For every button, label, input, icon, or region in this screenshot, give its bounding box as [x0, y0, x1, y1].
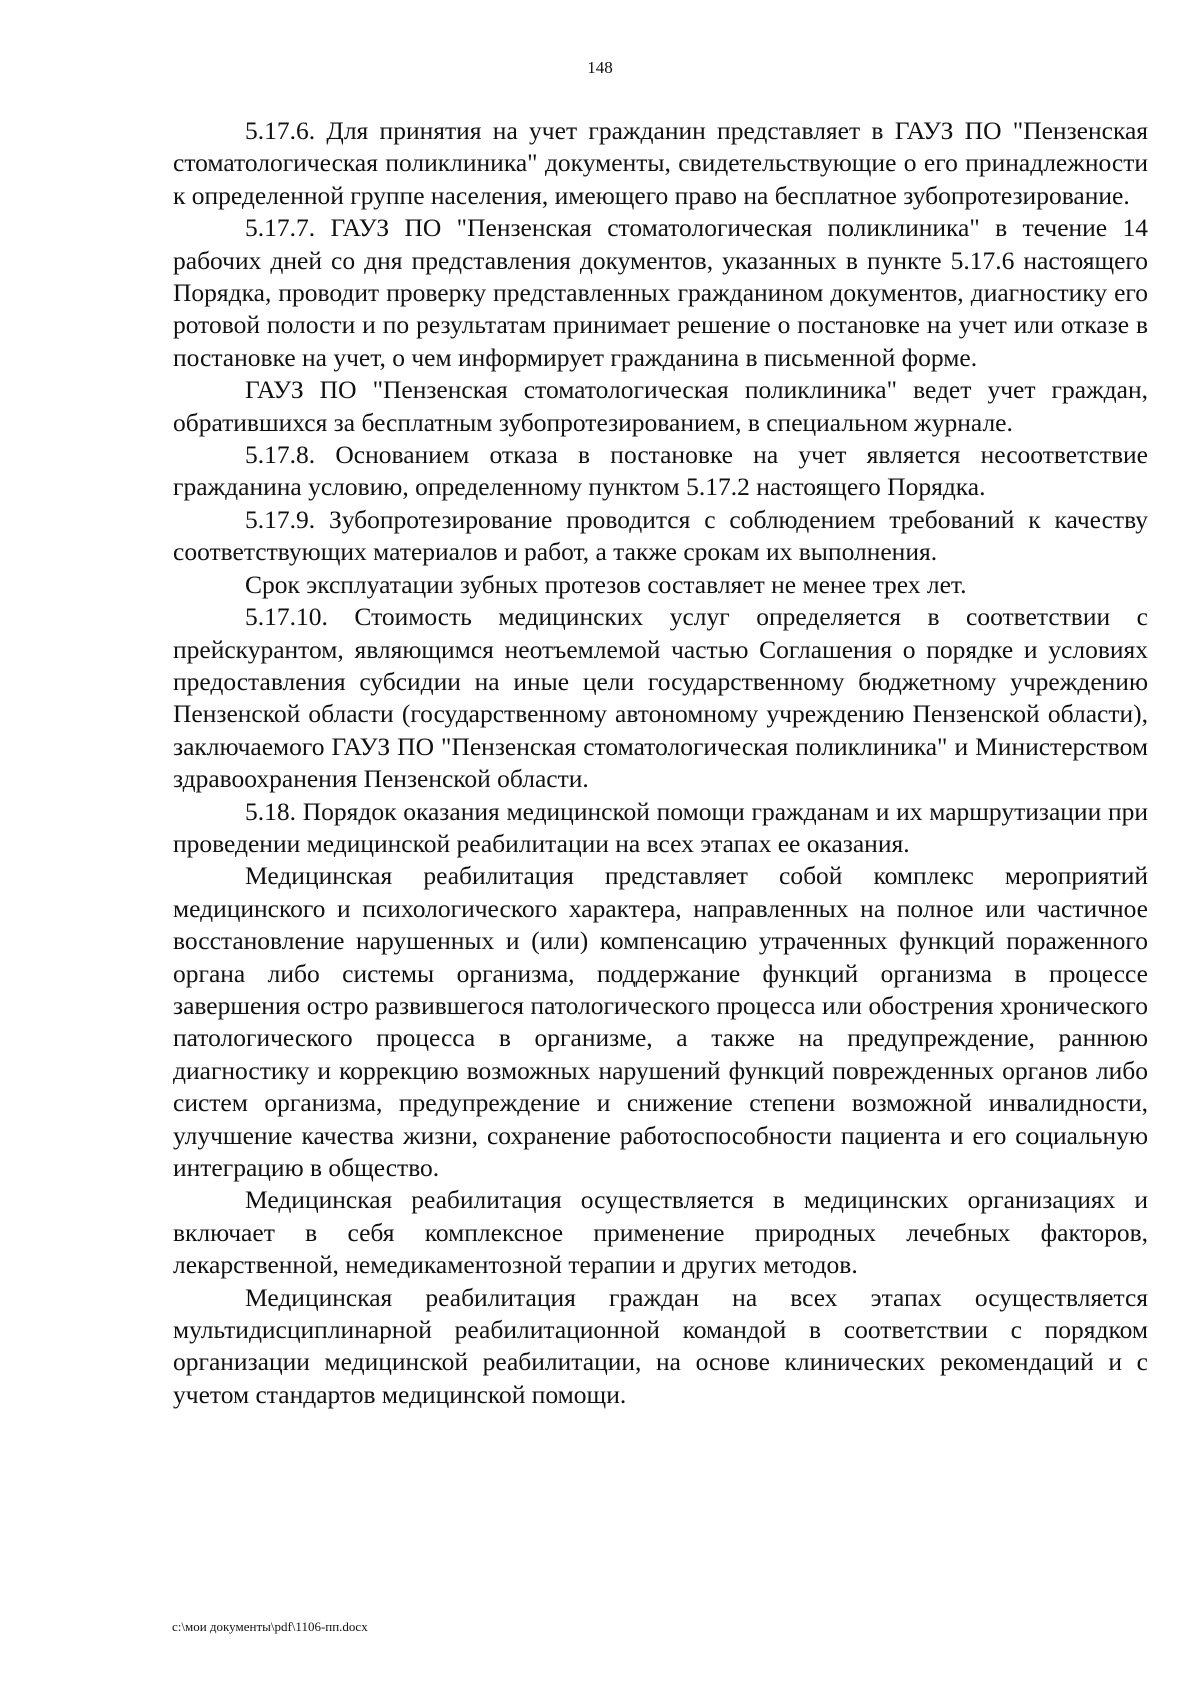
document-body [173, 115, 1148, 1411]
paragraph-5-18: 5.18. Порядок оказания медицинской помощи гражданам и их маршрутизации при проведении медицинской реабилитации на всех этапах ее оказания. [173, 796, 1148, 858]
paragraph-prosthesis-term: Срок эксплуатации зубных протезов составляет не менее трех лет. [245, 569, 967, 599]
paragraph-rehab-team: Медицинская реабилитация граждан на всех этапах осуществляется мультидисциплинарной реабилитационной командой в соответствии с порядком организации медицинской реабилитации, на основе клинических рекомендаций и с учетом стандартов медицинской помощи. [173, 1282, 1148, 1409]
page-number: 148 [587, 58, 613, 77]
paragraph-5-17-10: 5.17.10. Стоимость медицинских услуг определяется в соответствии с прейскурантом, являющимся неотъемлемой частью Соглашения о порядке и условиях предоставления субсидии на иные цели государственному бюджетному учреждению Пензенской области (государственному автономному учреждению Пензенской области), заключаемого ГАУЗ ПО "Пензенская стоматологическая поликлиника" и Министерством здравоохранения Пензенской области. [173, 602, 1148, 794]
paragraph-5-17-8: 5.17.8. Основанием отказа в постановке на учет является несоответствие гражданина условию, определенному пунктом 5.17.2 настоящего Порядка. [173, 440, 1148, 502]
paragraph-5-17-6: 5.17.6. Для принятия на учет гражданин представляет в ГАУЗ ПО "Пензенская стоматологическая поликлиника" документы, свидетельствующие о его принадлежности к определенной группе населения, имеющего право на бесплатное зубопротезирование. [173, 116, 1148, 210]
paragraph-5-17-9: 5.17.9. Зубопротезирование проводится с соблюдением требований к качеству соответствующих материалов и работ, а также срокам их выполнения. [173, 504, 1148, 567]
paragraph-journal: ГАУЗ ПО "Пензенская стоматологическая поликлиника" ведет учет граждан, обратившихся за бесплатным зубопротезированием, в специальном журнале. [173, 375, 1148, 437]
footer-file-path: c:\мои документы\pdf\1106-пп.docx [172, 1619, 368, 1634]
paragraph-5-17-7: 5.17.7. ГАУЗ ПО "Пензенская стоматологическая поликлиника" в течение 14 рабочих дней со дня представления документов, указанных в пункте 5.17.6 настоящего Порядка, проводит проверку представленных гражданином документов, диагностику его ротовой полости и по результатам принимает решение о постановке на учет или отказе в постановке на учет, о чем информирует гражданина в письменной форме. [173, 213, 1148, 372]
paragraph-rehab-definition: Медицинская реабилитация представляет собой комплекс мероприятий медицинского и психологического характера, направленных на полное или частичное восстановление нарушенных и (или) компенсацию утраченных функций пораженного органа либо системы организма, поддержание функций организма в процессе завершения остро развившегося патологического процесса или обострения хронического патологического процесса в организме, а также на предупреждение, раннюю диагностику и коррекцию возможных нарушений функций поврежденных органов либо систем организма, предупреждение и снижение степени возможной инвалидности, улучшение качества жизни, сохранение работоспособности пациента и его социальную интеграцию в общество. [173, 861, 1148, 1182]
paragraph-rehab-organizations: Медицинская реабилитация осуществляется в медицинских организациях и включает в себя комплексное применение природных лечебных факторов, лекарственной, немедикаментозной терапии и других методов. [173, 1185, 1148, 1280]
